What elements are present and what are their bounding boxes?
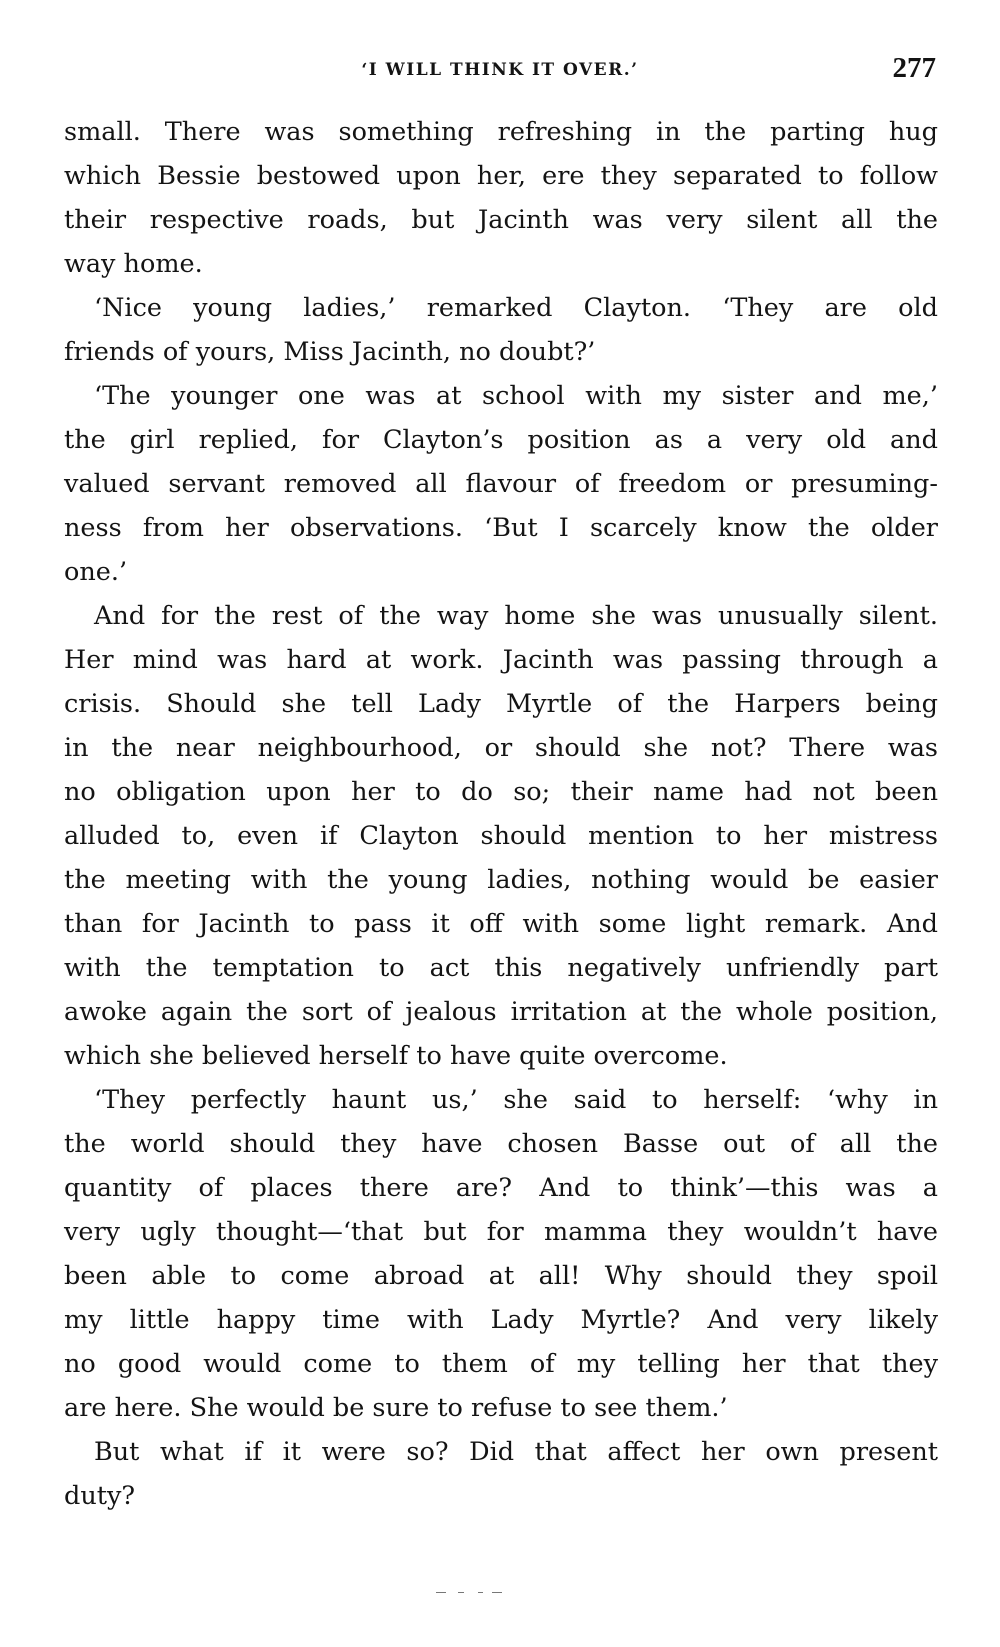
text-line: their respective roads, but Jacinth was very silent all the xyxy=(64,205,938,235)
text-line: been able to come abroad at all! Why should they spoil xyxy=(64,1261,938,1291)
text-line: ‘They perfectly haunt us,’ she said to herself: ‘why in xyxy=(94,1085,938,1115)
text-line: which Bessie bestowed upon her, ere they separated to follow xyxy=(64,161,938,191)
text-line: no obligation upon her to do so; their name had not been xyxy=(64,777,938,807)
text-line: duty? xyxy=(64,1481,136,1511)
text-line: ‘Nice young ladies,’ remarked Clayton. ‘They are old xyxy=(94,293,938,323)
text-line: which she believed herself to have quite overcome. xyxy=(64,1041,728,1071)
text-line: alluded to, even if Clayton should mention to her mistress xyxy=(64,821,938,851)
text-line: ness from her observations. ‘But I scarcely know the older xyxy=(64,513,938,543)
body-text xyxy=(64,110,938,1518)
text-line: awoke again the sort of jealous irritation at the whole position, xyxy=(64,997,938,1027)
text-line: my little happy time with Lady Myrtle? And very likely xyxy=(64,1305,938,1335)
text-line: friends of yours, Miss Jacinth, no doubt?’ xyxy=(64,337,596,367)
text-line: small. There was something refreshing in the parting hug xyxy=(64,117,938,147)
page-header xyxy=(64,52,936,92)
running-title: ‘I WILL THINK IT OVER.’ xyxy=(361,60,639,80)
text-line: And for the rest of the way home she was unusually silent. xyxy=(94,601,938,631)
text-line: no good would come to them of my telling her that they xyxy=(64,1349,938,1379)
page-number: 277 xyxy=(892,52,936,84)
text-line: valued servant removed all flavour of freedom or presuming- xyxy=(64,469,938,499)
text-line: the meeting with the young ladies, nothing would be easier xyxy=(64,865,938,895)
text-line: than for Jacinth to pass it off with some light remark. And xyxy=(64,909,938,939)
text-line: one.’ xyxy=(64,557,128,587)
text-line: But what if it were so? Did that affect her own present xyxy=(94,1437,938,1467)
text-line: way home. xyxy=(64,249,203,279)
text-line: quantity of places there are? And to think’—this was a xyxy=(64,1173,938,1203)
text-line: crisis. Should she tell Lady Myrtle of the Harpers being xyxy=(64,689,938,719)
text-line: in the near neighbourhood, or should she not? There was xyxy=(64,733,938,763)
text-line: Her mind was hard at work. Jacinth was passing through a xyxy=(64,645,938,675)
text-line: the world should they have chosen Basse out of all the xyxy=(64,1129,938,1159)
text-line: very ugly thought—‘that but for mamma they wouldn’t have xyxy=(64,1217,938,1247)
footer-mark xyxy=(436,1590,506,1596)
text-line: the girl replied, for Clayton’s position as a very old and xyxy=(64,425,938,455)
text-line: are here. She would be sure to refuse to see them.’ xyxy=(64,1393,728,1423)
text-line: with the temptation to act this negatively unfriendly part xyxy=(64,953,938,983)
text-line: ‘The younger one was at school with my sister and me,’ xyxy=(94,381,938,411)
